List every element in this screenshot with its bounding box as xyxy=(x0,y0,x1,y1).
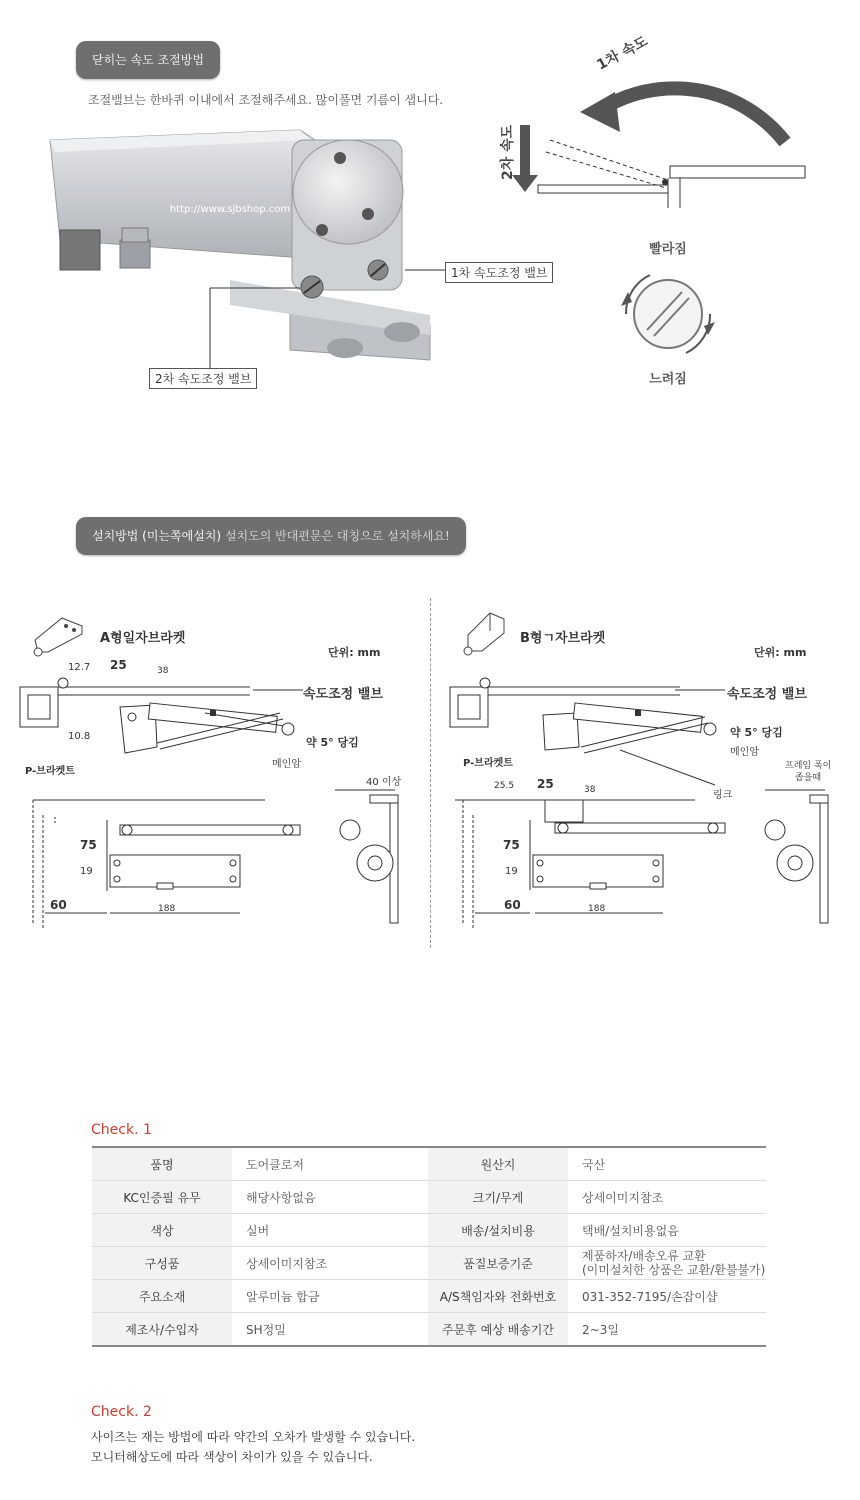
table-row xyxy=(92,1247,766,1280)
diagram-b-bracket: P-브라켓트 xyxy=(463,758,513,769)
spec-value: 031-352-7195/손잡이샵 xyxy=(568,1280,766,1313)
spec-value: 알루미늄 합금 xyxy=(232,1280,428,1313)
spec-value: 국산 xyxy=(568,1147,766,1181)
check-2-line-2: 모니터해상도에 따라 색상이 차이가 있을 수 있습니다. xyxy=(91,1450,373,1464)
table-row xyxy=(92,1147,766,1181)
speed-adjust-note: 조절밸브는 한바퀴 이내에서 조절해주세요. 많이풀면 기름이 샙니다. xyxy=(88,93,444,107)
spec-value: 해당사항없음 xyxy=(232,1181,428,1214)
spec-value: 실버 xyxy=(232,1214,428,1247)
spec-table xyxy=(92,1146,766,1347)
diagram-divider xyxy=(430,598,431,948)
dim-a-25: 25 xyxy=(110,658,127,672)
dim-b-38: 38 xyxy=(584,785,596,795)
diagram-b-link: 링크 xyxy=(713,790,733,801)
spec-label: 주문후 예상 배송기간 xyxy=(428,1313,568,1347)
dim-b-60: 60 xyxy=(504,898,521,912)
diagram-a-bracket: P-브라켓트 xyxy=(25,766,75,777)
spec-label: 구성품 xyxy=(92,1247,232,1280)
dim-b-75: 75 xyxy=(503,838,520,852)
spec-label: 품질보증기준 xyxy=(428,1247,568,1280)
spec-label: 크기/무게 xyxy=(428,1181,568,1214)
table-row xyxy=(92,1313,766,1347)
spec-label: A/S책임자와 전화번호 xyxy=(428,1280,568,1313)
dim-b-25: 25 xyxy=(537,777,554,791)
dim-a-10-8: 10.8 xyxy=(68,731,91,742)
install-heading xyxy=(76,517,466,555)
diagram-b-unit: 단위: mm xyxy=(754,646,807,659)
spec-value: 상세이미지참조 xyxy=(232,1247,428,1280)
spec-label: 색상 xyxy=(92,1214,232,1247)
spec-label: 배송/설치비용 xyxy=(428,1214,568,1247)
dim-a-40: 40 이상 xyxy=(366,777,402,788)
diagram-b-frame-2: 좁을때 xyxy=(795,773,822,783)
dim-a-188: 188 xyxy=(158,904,176,914)
slower-label: 느려짐 xyxy=(649,372,687,387)
speed-2-label: 2차 속도 xyxy=(500,124,516,180)
diagram-b-main-arm: 메인암 xyxy=(730,747,759,758)
spec-value-quality xyxy=(568,1247,766,1280)
table-row xyxy=(92,1280,766,1313)
door-closer-photo xyxy=(30,110,470,400)
spec-label: 원산지 xyxy=(428,1147,568,1181)
faster-label: 빨라짐 xyxy=(649,242,687,257)
diagram-a-pull: 약 5° 당김 xyxy=(306,736,359,749)
dim-a-75: 75 xyxy=(80,838,97,852)
check-1-title: Check. 1 xyxy=(91,1122,152,1138)
diagram-b-title: B형ㄱ자브라켓 xyxy=(520,631,606,646)
spec-value: 2~3일 xyxy=(568,1313,766,1347)
speed-adjust-heading: 닫히는 속도 조절방법 xyxy=(76,41,220,79)
spec-value: 상세이미지참조 xyxy=(568,1181,766,1214)
dim-a-60: 60 xyxy=(50,898,67,912)
watermark-text: http://www.sjbshop.com xyxy=(169,204,291,215)
spec-value: SH정밀 xyxy=(232,1313,428,1347)
spec-label: 품명 xyxy=(92,1147,232,1181)
check-2-line-1: 사이즈는 재는 방법에 따라 약간의 오차가 발생할 수 있습니다. xyxy=(91,1430,416,1444)
dim-b-19: 19 xyxy=(505,866,518,877)
spec-label: 주요소재 xyxy=(92,1280,232,1313)
quality-line-1: 제품하자/배송오류 교환 xyxy=(582,1249,706,1263)
diagram-a-unit: 단위: mm xyxy=(328,646,381,659)
diagram-a-main-arm: 메인암 xyxy=(272,759,301,770)
table-row xyxy=(92,1181,766,1214)
dim-b-188: 188 xyxy=(588,904,606,914)
install-heading-main: 설치방법 (미는쪽에설치) xyxy=(92,529,222,543)
dim-a-19: 19 xyxy=(80,866,93,877)
valve-2-callout: 2차 속도조정 밸브 xyxy=(149,368,257,389)
quality-line-2: (이미설치한 상품은 교환/환불불가) xyxy=(582,1263,766,1277)
check-2-title: Check. 2 xyxy=(91,1404,152,1420)
install-heading-sub: 설치도의 반대편문은 대칭으로 설치하세요! xyxy=(224,529,450,543)
speed-diagram xyxy=(490,30,820,400)
bracket-a-icon xyxy=(30,612,90,660)
valve-1-callout: 1차 속도조정 밸브 xyxy=(445,262,553,283)
diagram-b-frame-1: 프레임 폭이 xyxy=(785,761,832,771)
diagram-a-title: A형일자브라켓 xyxy=(100,631,186,646)
dim-b-25-5: 25.5 xyxy=(494,781,515,791)
spec-label: KC인증필 유무 xyxy=(92,1181,232,1214)
dim-a-38: 38 xyxy=(157,666,169,676)
spec-value: 도어클로저 xyxy=(232,1147,428,1181)
bracket-b-icon xyxy=(460,605,512,660)
speed-1-label: 1차 속도 xyxy=(594,33,651,74)
diagram-a-speed-valve: 속도조정 밸브 xyxy=(303,687,383,702)
diagram-b-pull: 약 5° 당김 xyxy=(730,726,783,739)
table-row xyxy=(92,1214,766,1247)
dim-a-12-7: 12.7 xyxy=(68,662,91,673)
spec-value: 택배/설치비용없음 xyxy=(568,1214,766,1247)
spec-label: 제조사/수입자 xyxy=(92,1313,232,1347)
diagram-b-speed-valve: 속도조정 밸브 xyxy=(727,687,807,702)
